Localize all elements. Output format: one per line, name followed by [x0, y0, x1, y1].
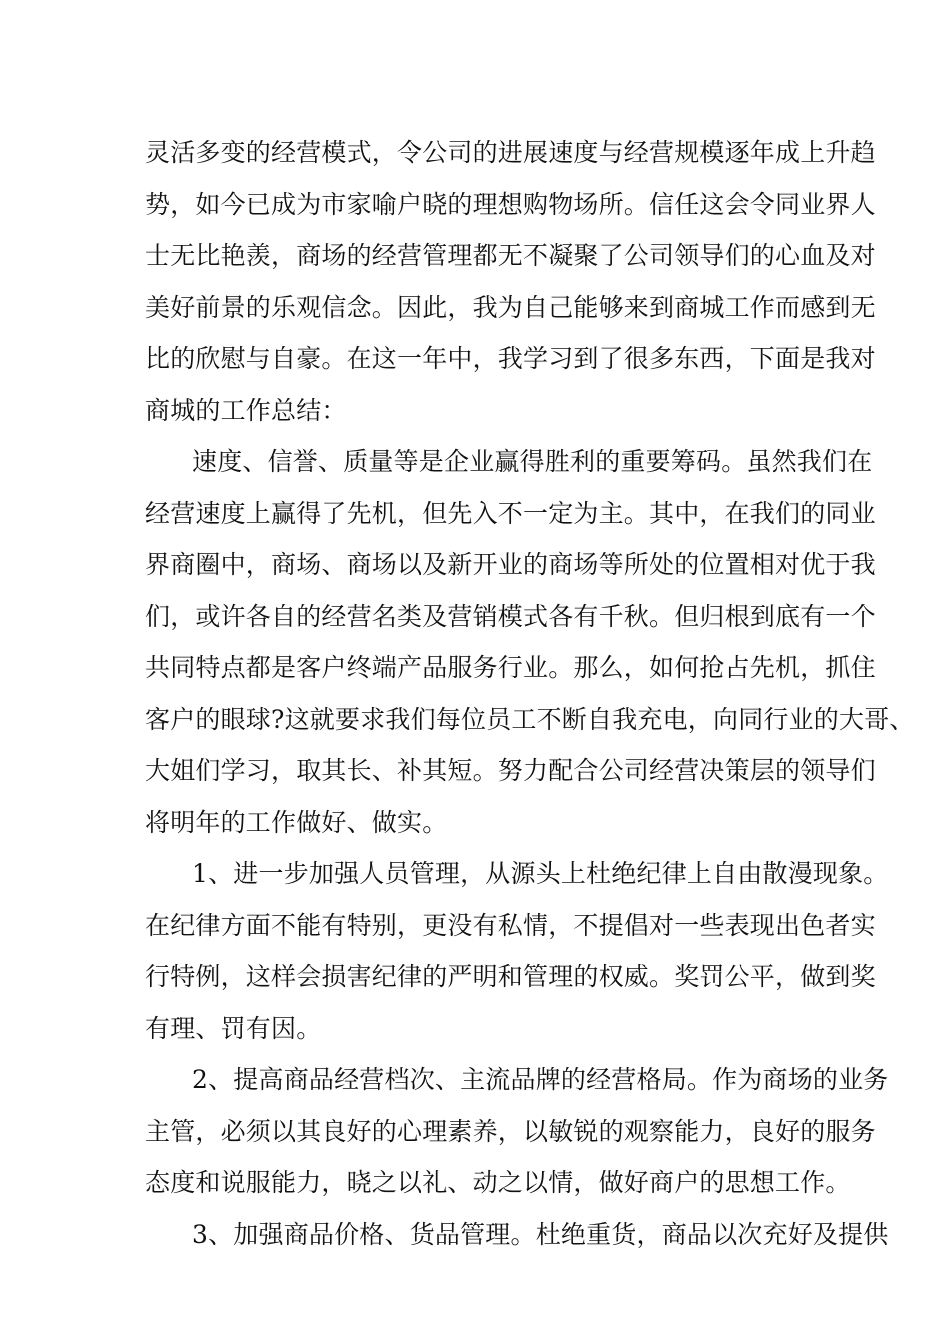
text-line: 比的欣慰与自豪。在这一年中，我学习到了很多东西，下面是我对	[145, 344, 876, 373]
text-line: 1、进一步加强人员管理，从源头上杜绝纪律上自由散漫现象。	[192, 859, 889, 888]
text-line: 行特例，这样会损害纪律的严明和管理的权威。奖罚公平，做到奖	[145, 962, 876, 991]
text-line: 界商圈中，商场、商场以及新开业的商场等所处的位置相对优于我	[145, 550, 876, 579]
text-line: 将明年的工作做好、做实。	[145, 808, 448, 837]
text-line: 客户的眼球?这就要求我们每位员工不断自我充电，向同行业的大哥、	[145, 705, 915, 734]
text-line: 在纪律方面不能有特别，更没有私情，不提倡对一些表现出色者实	[145, 911, 876, 940]
text-line: 有理、罚有因。	[145, 1014, 322, 1043]
text-line: 共同特点都是客户终端产品服务行业。那么，如何抢占先机，抓住	[145, 653, 876, 682]
text-line: 经营速度上赢得了先机，但先入不一定为主。其中，在我们的同业	[145, 499, 876, 528]
text-line: 美好前景的乐观信念。因此，我为自己能够来到商城工作而感到无	[145, 293, 876, 322]
text-line: 士无比艳羡，商场的经营管理都无不凝聚了公司领导们的心血及对	[145, 241, 876, 270]
text-line: 主管，必须以其良好的心理素养，以敏锐的观察能力，良好的服务	[145, 1117, 876, 1146]
text-line: 势，如今已成为市家喻户晓的理想购物场所。信任这会令同业界人	[145, 190, 876, 219]
text-line: 们，或许各自的经营名类及营销模式各有千秋。但归根到底有一个	[145, 602, 876, 631]
text-line: 大姐们学习，取其长、补其短。努力配合公司经营决策层的领导们	[145, 756, 876, 785]
text-line: 速度、信誉、质量等是企业赢得胜利的重要筹码。虽然我们在	[192, 447, 873, 476]
text-line: 2、提高商品经营档次、主流品牌的经营格局。作为商场的业务	[192, 1065, 889, 1094]
text-line: 态度和说服能力，晓之以礼、动之以情，做好商户的思想工作。	[145, 1168, 851, 1197]
text-line: 商城的工作总结：	[145, 396, 347, 425]
text-line: 3、加强商品价格、货品管理。杜绝重货，商品以次充好及提供	[192, 1220, 889, 1249]
text-line: 灵活多变的经营模式，令公司的进展速度与经营规模逐年成上升趋	[145, 138, 876, 167]
